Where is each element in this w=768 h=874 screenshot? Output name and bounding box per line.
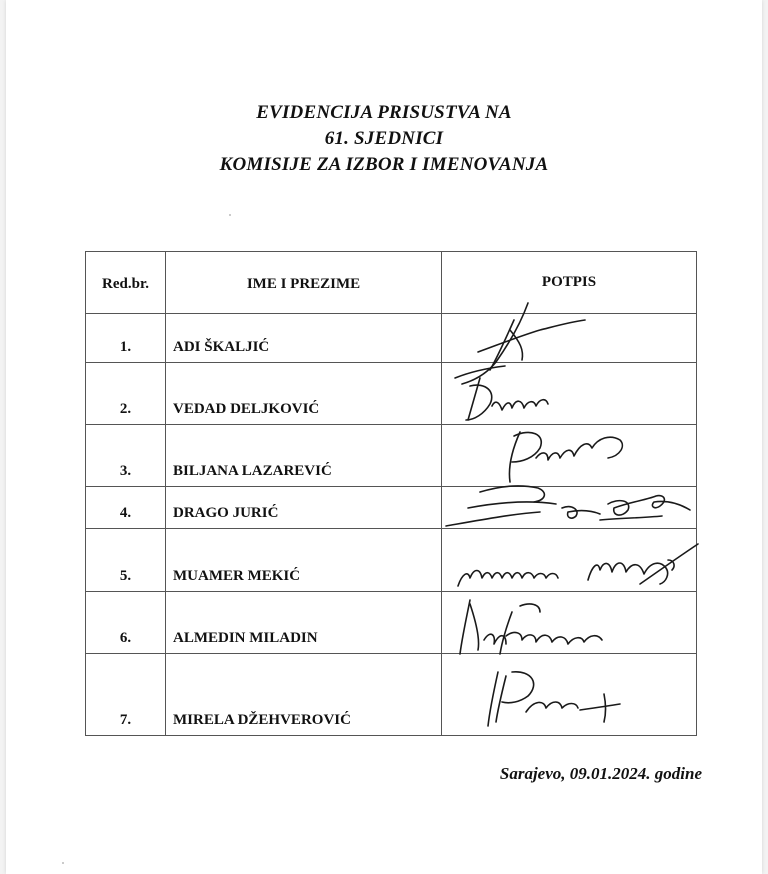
table-row <box>86 314 697 363</box>
table-row <box>86 363 697 425</box>
document-title <box>0 100 768 178</box>
row-number: 3. <box>86 425 166 487</box>
header-number: Red.br. <box>86 252 166 314</box>
header-name: IME I PREZIME <box>166 252 442 314</box>
row-name: MIRELA DŽEHVEROVIĆ <box>166 654 442 736</box>
table-row <box>86 529 697 592</box>
signature-cell <box>442 425 697 487</box>
signature-cell <box>442 314 697 363</box>
speck <box>62 862 64 864</box>
row-name: BILJANA LAZAREVIĆ <box>166 425 442 487</box>
row-name: MUAMER MEKIĆ <box>166 529 442 592</box>
title-line-1: EVIDENCIJA PRISUSTVA NA <box>256 102 512 123</box>
signature-cell <box>442 592 697 654</box>
speck <box>229 214 231 216</box>
table-row <box>86 487 697 529</box>
row-number: 5. <box>86 529 166 592</box>
header-signature: POTPIS <box>442 252 697 314</box>
row-name: VEDAD DELJKOVIĆ <box>166 363 442 425</box>
row-name: ADI ŠKALJIĆ <box>166 314 442 363</box>
title-line-2: 61. SJEDNICI <box>324 128 444 149</box>
row-name: ALMEDIN MILADIN <box>166 592 442 654</box>
signature-cell <box>442 487 697 529</box>
row-number: 4. <box>86 487 166 529</box>
row-number: 1. <box>86 314 166 363</box>
title-line-3: KOMISIJE ZA IZBOR I IMENOVANJA <box>219 154 549 175</box>
attendance-table <box>85 251 697 736</box>
table-row <box>86 592 697 654</box>
table-row <box>86 425 697 487</box>
row-name: DRAGO JURIĆ <box>166 487 442 529</box>
table-row <box>86 654 697 736</box>
table-header-row <box>86 252 697 314</box>
signature-cell <box>442 529 697 592</box>
signature-cell <box>442 363 697 425</box>
attendance-table-container <box>85 251 696 737</box>
row-number: 6. <box>86 592 166 654</box>
row-number: 2. <box>86 363 166 425</box>
signature-cell <box>442 654 697 736</box>
row-number: 7. <box>86 654 166 736</box>
place-and-date: Sarajevo, 09.01.2024. godine <box>499 764 702 783</box>
